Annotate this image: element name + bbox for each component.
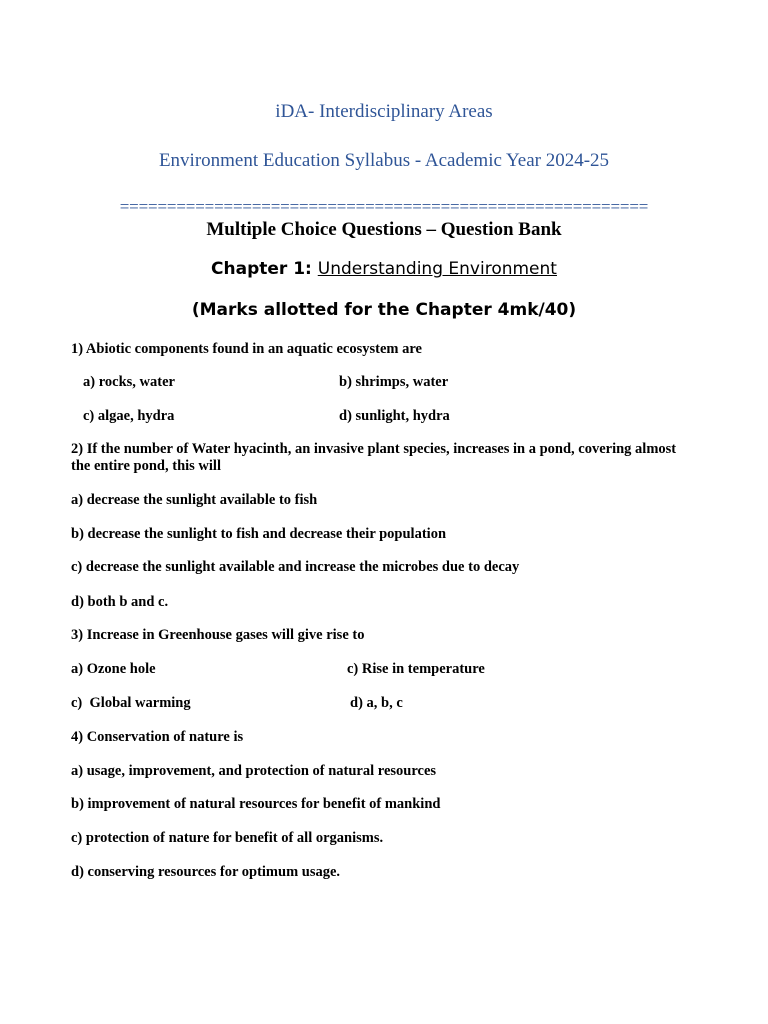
question-4-text: 4) Conservation of nature is	[71, 729, 244, 745]
question-3-option-c-global: c) Global warming	[71, 695, 191, 711]
question-3-text: 3) Increase in Greenhouse gases will give rise to	[71, 627, 365, 643]
question-3-option-d: d) a, b, c	[350, 695, 403, 711]
question-1-text: 1) Abiotic components found in an aquatic ecosystem are	[71, 341, 422, 357]
marks-allotted: (Marks allotted for the Chapter 4mk/40)	[191, 300, 577, 320]
chapter-prefix: Chapter 1:	[211, 259, 318, 279]
chapter-heading	[0, 259, 768, 279]
question-2-option-b: b) decrease the sunlight to fish and decrease their population	[71, 526, 447, 542]
section-heading: Multiple Choice Questions – Question Bank	[206, 219, 562, 240]
chapter-name: Understanding Environment	[317, 259, 557, 279]
question-1-option-c: c) algae, hydra	[83, 408, 175, 424]
question-2-text: 2) If the number of Water hyacinth, an invasive plant species, increases in a pond, covering almost the entire pond, this will	[71, 441, 677, 474]
question-3-option-c-rise: c) Rise in temperature	[347, 661, 485, 677]
question-4-option-c: c) protection of nature for benefit of all organisms.	[71, 830, 384, 846]
document-subtitle: Environment Education Syllabus - Academic Year 2024-25	[158, 150, 610, 171]
question-1-option-a: a) rocks, water	[83, 374, 175, 390]
question-1-option-d: d) sunlight, hydra	[339, 408, 450, 424]
question-2-option-a: a) decrease the sunlight available to fish	[71, 492, 318, 508]
question-4-option-b: b) improvement of natural resources for benefit of mankind	[71, 796, 441, 812]
question-2-option-d: d) both b and c.	[71, 594, 169, 610]
question-1-option-b: b) shrimps, water	[339, 374, 449, 390]
question-3-option-a: a) Ozone hole	[71, 661, 156, 677]
divider-line: ========================================================	[119, 197, 649, 216]
question-4-option-d: d) conserving resources for optimum usage.	[71, 864, 341, 880]
question-2-option-c: c) decrease the sunlight available and increase the microbes due to decay	[71, 559, 520, 575]
question-4-option-a: a) usage, improvement, and protection of natural resources	[71, 763, 437, 779]
document-title: iDA- Interdisciplinary Areas	[275, 101, 493, 122]
